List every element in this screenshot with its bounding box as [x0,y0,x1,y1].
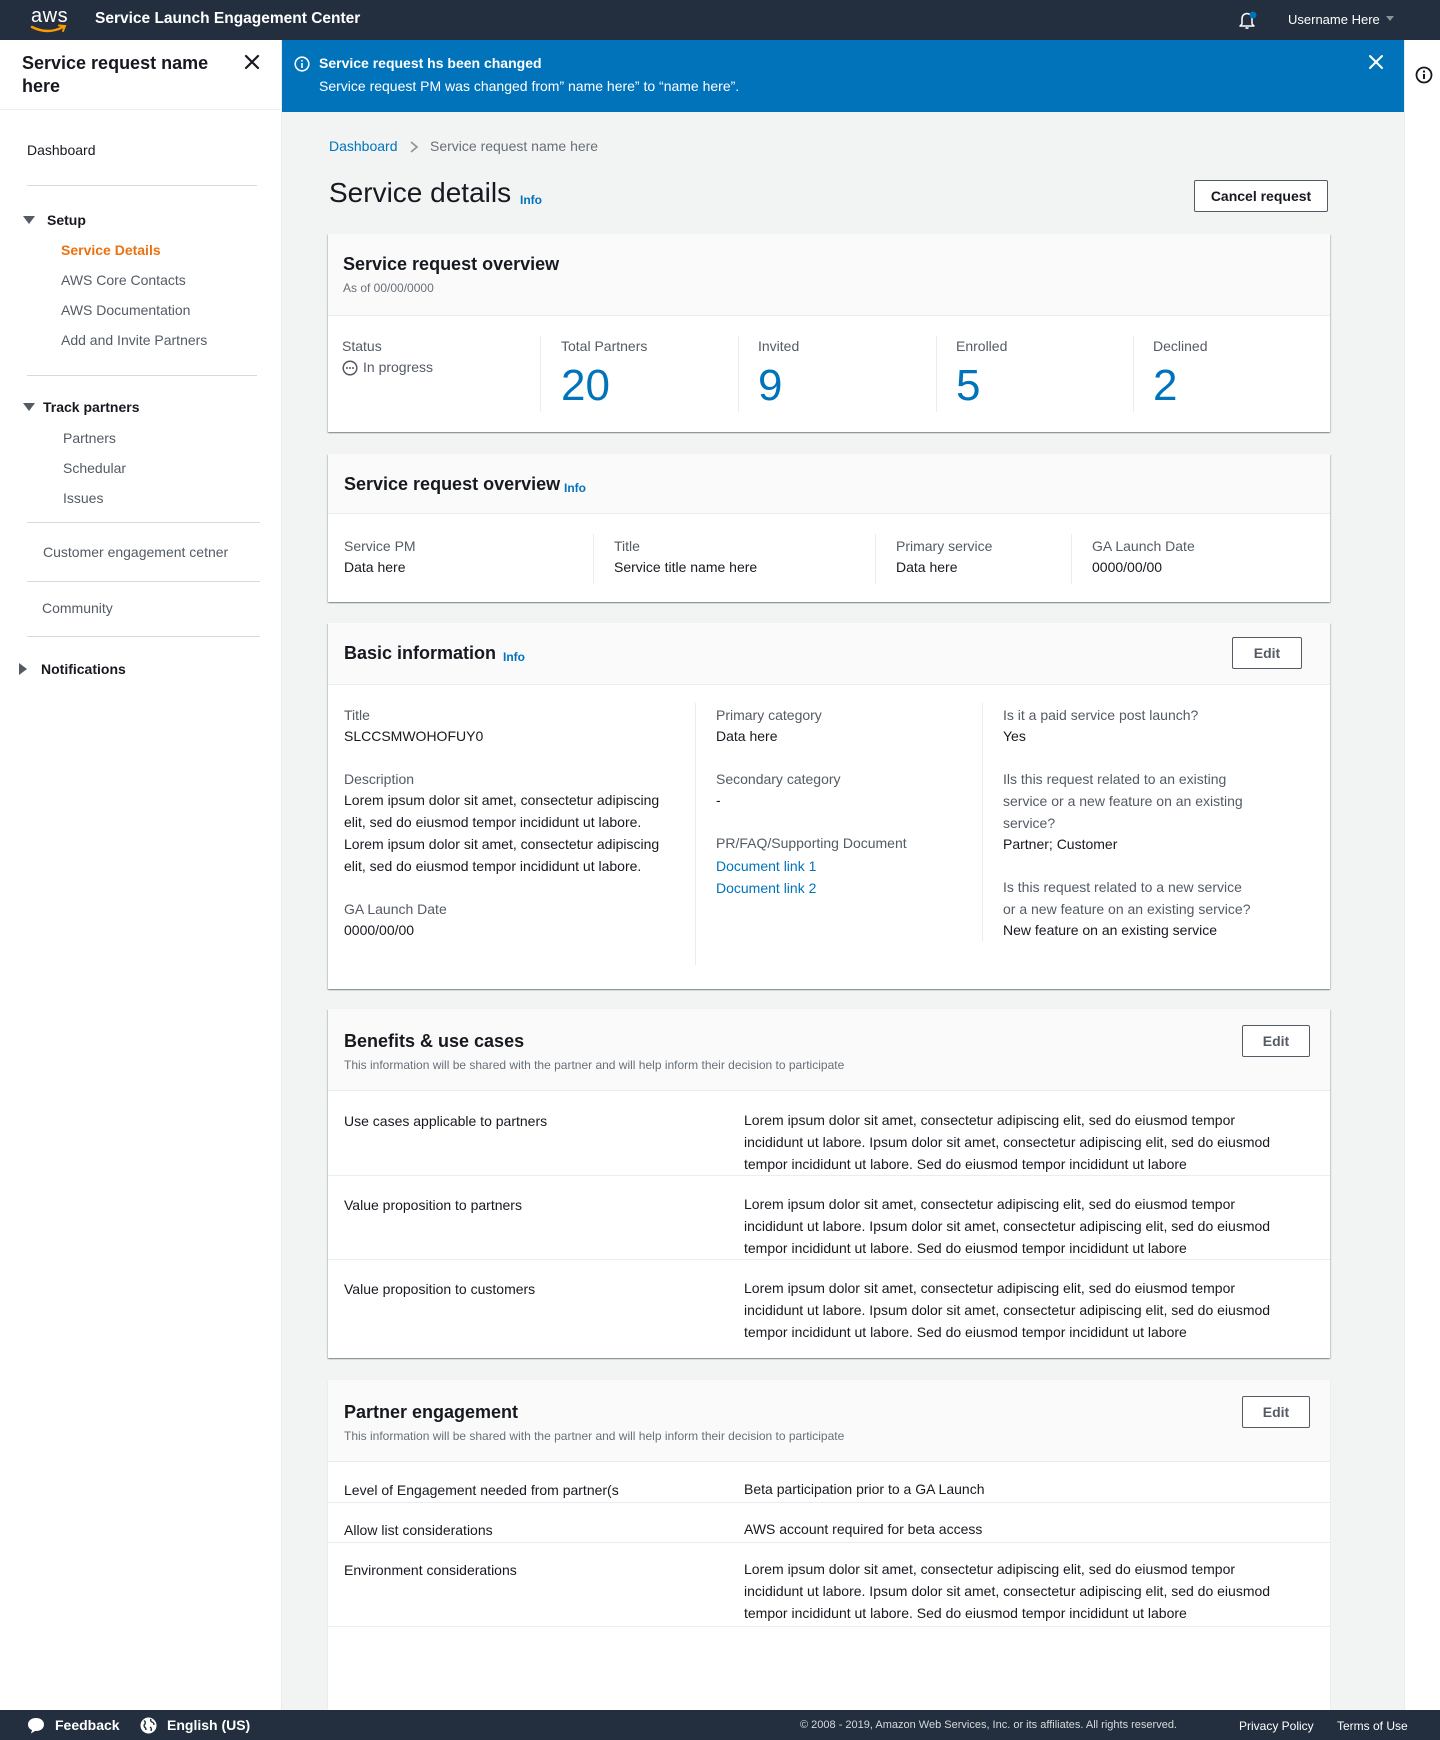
row-label: Use cases applicable to partners [344,1113,548,1129]
field-label: Service PM [344,538,416,554]
sidebar-item-customer-engagement[interactable]: Customer engagement cetner [43,544,229,560]
notification-bell-icon[interactable] [1238,10,1258,30]
stat-value[interactable]: 20 [561,361,610,410]
edit-engagement-button[interactable]: Edit [1242,1396,1310,1428]
language-selector[interactable]: English (US) [167,1717,251,1733]
card-title: Partner engagement [344,1402,519,1422]
existing-service-label: service or a new feature on an existing [1003,793,1243,809]
divider [328,1502,1330,1503]
divider [540,336,541,412]
primary-category-label: Primary category [716,707,822,723]
new-service-label: or a new feature on an existing service? [1003,901,1251,917]
close-icon[interactable] [242,52,262,72]
feedback-link[interactable]: Feedback [55,1717,120,1733]
sidebar-item-service-details[interactable]: Service Details [61,242,161,258]
caret-right-icon[interactable] [19,663,27,675]
ga-launch-label: GA Launch Date [344,901,447,917]
flash-message: Service request PM was changed from” name here” to “name here”. [319,78,740,94]
field-value: Data here [344,559,406,575]
description-label: Description [344,771,415,787]
breadcrumb-current: Service request name here [430,138,599,154]
divider [27,185,257,186]
existing-service-label: Ils this request related to an existing [1003,771,1227,787]
aws-logo-text: aws [31,5,69,27]
divider [27,581,260,582]
card-subtitle: As of 00/00/0000 [343,281,434,295]
card-header [328,1009,1330,1091]
sidebar-item-dashboard[interactable]: Dashboard [27,142,96,158]
row-value: Beta participation prior to a GA Launch [744,1481,985,1497]
document-link[interactable]: Document link 2 [716,880,817,896]
row-value: AWS account required for beta access [744,1521,983,1537]
primary-category-value: Data here [716,728,778,744]
username-menu[interactable]: Username Here [1288,12,1380,27]
breadcrumb-dashboard[interactable]: Dashboard [329,138,398,154]
overview-card [328,234,1330,432]
divider [1133,336,1134,412]
title-value: SLCCSMWOHOFUY0 [344,728,484,744]
globe-icon[interactable] [140,1717,157,1734]
aws-logo[interactable] [28,4,72,34]
row-label: Level of Engagement needed from partner(s [344,1482,619,1498]
divider [593,534,594,584]
row-value: Lorem ipsum dolor sit amet, consectetur adipiscing elit, sed do eiusmod tempor [744,1280,1236,1296]
stat-label: Declined [1153,338,1208,354]
caret-down-icon[interactable] [23,216,35,224]
secondary-category-value: - [716,792,721,808]
title-label: Title [344,707,370,723]
aws-smile-icon [30,24,68,34]
info-link[interactable]: Info [503,650,525,664]
row-value: incididunt ut labore. Ipsum dolor sit amet, consectetur adipiscing elit, sed do eiusmod [744,1302,1271,1318]
divider [328,1259,1330,1260]
card-header [328,234,1330,316]
row-value: incididunt ut labore. Ipsum dolor sit amet, consectetur adipiscing elit, sed do eiusmod [744,1218,1271,1234]
card-title: Basic information [344,643,497,663]
divider [695,703,696,965]
description-line: elit, sed do eiusmod tempor incididunt ut labore. [344,858,642,874]
description-line: elit, sed do eiusmod tempor incididunt ut labore. [344,814,642,830]
sidebar-item-aws-core-contacts[interactable]: AWS Core Contacts [61,272,186,288]
side-navigation [0,40,282,1710]
page-title: Service details [329,177,512,208]
basic-information-card [328,623,1330,989]
row-label: Allow list considerations [344,1522,493,1538]
stat-label: Total Partners [561,338,648,354]
divider [936,336,937,412]
feedback-icon[interactable] [27,1717,45,1734]
divider [328,1542,1330,1543]
row-value: incididunt ut labore. Ipsum dolor sit amet, consectetur adipiscing elit, sed do eiusmod [744,1583,1271,1599]
documents-label: PR/FAQ/Supporting Document [716,835,907,851]
sidebar-item-community[interactable]: Community [42,600,113,616]
card-title: Service request overview [344,474,561,494]
top-navigation [0,0,1440,40]
row-value: tempor incididunt ut labore. Sed do eiusmod tempor incididunt ut labore [744,1240,1187,1256]
secondary-category-label: Secondary category [716,771,841,787]
app-title: Service Launch Engagement Center [95,10,361,27]
card-header [328,623,1330,685]
stat-label: Enrolled [956,338,1008,354]
row-label: Value proposition to customers [344,1281,536,1297]
divider [328,1175,1330,1176]
row-value: tempor incididunt ut labore. Sed do eiusmod tempor incididunt ut labore [744,1605,1187,1621]
row-value: tempor incididunt ut labore. Sed do eiusmod tempor incididunt ut labore [744,1324,1187,1340]
info-link[interactable]: Info [520,193,542,207]
cancel-request-button[interactable]: Cancel request [1194,180,1328,212]
ga-launch-value: 0000/00/00 [344,922,415,938]
side-nav-header [0,40,281,110]
sidebar-group-track-partners[interactable]: Track partners [43,399,140,415]
flash-title: Service request hs been changed [319,55,542,71]
edit-benefits-button[interactable]: Edit [1242,1025,1310,1057]
field-label: GA Launch Date [1092,538,1195,554]
sidebar-group-notifications[interactable]: Notifications [41,661,126,677]
stat-label: Invited [758,338,800,354]
info-icon [294,56,310,72]
chevron-right-icon [408,140,420,154]
sidebar-item-add-invite-partners[interactable]: Add and Invite Partners [61,332,208,348]
divider [1071,534,1072,584]
stat-value[interactable]: 9 [758,361,783,410]
sidebar-item-issues[interactable]: Issues [63,490,104,506]
copyright-text: © 2008 - 2019, Amazon Web Services, Inc. or its affiliates. All rights reserved. [800,1719,1177,1731]
row-label: Value proposition to partners [344,1197,522,1213]
divider [982,703,983,941]
row-value: tempor incididunt ut labore. Sed do eiusmod tempor incididunt ut labore [744,1156,1187,1172]
card-title: Service request overview [343,254,560,274]
description-line: Lorem ipsum dolor sit amet, consectetur adipiscing [344,836,660,852]
new-service-label: Is this request related to a new service [1003,879,1242,895]
tools-panel-rail [1404,40,1440,1710]
info-icon[interactable] [1415,66,1433,84]
description-line: Lorem ipsum dolor sit amet, consectetur adipiscing [344,792,660,808]
new-service-value: New feature on an existing service [1003,922,1217,938]
stat-value[interactable]: 2 [1153,361,1178,410]
caret-down-icon[interactable] [1386,16,1394,21]
existing-service-label: service? [1003,815,1056,831]
paid-service-label: Is it a paid service post launch? [1003,707,1199,723]
row-value: Lorem ipsum dolor sit amet, consectetur adipiscing elit, sed do eiusmod tempor [744,1196,1236,1212]
divider [875,534,876,584]
status-value: In progress [363,359,434,375]
field-value: 0000/00/00 [1092,559,1163,575]
flash-notification [282,40,1404,112]
close-icon[interactable] [1368,54,1384,70]
divider [738,336,739,412]
existing-service-value: Partner; Customer [1003,836,1118,852]
card-title: Benefits & use cases [344,1031,525,1051]
card-header [328,454,1330,514]
edit-basic-info-button[interactable]: Edit [1232,637,1302,669]
sidebar-item-partners[interactable]: Partners [63,430,116,446]
benefits-card [328,1009,1330,1358]
row-value: incididunt ut labore. Ipsum dolor sit amet, consectetur adipiscing elit, sed do eiusmod [744,1134,1271,1150]
divider [27,636,260,637]
side-nav-title: Service request name here [22,53,209,96]
partner-engagement-card [328,1380,1330,1710]
sidebar-item-schedular[interactable]: Schedular [63,460,127,476]
row-label: Environment considerations [344,1562,517,1578]
footer [0,1710,1440,1740]
row-value: Lorem ipsum dolor sit amet, consectetur adipiscing elit, sed do eiusmod tempor [744,1561,1236,1577]
stat-value[interactable]: 5 [956,361,981,410]
sidebar-group-setup[interactable]: Setup [47,212,86,228]
document-link[interactable]: Document link 1 [716,858,817,874]
divider [27,375,257,376]
privacy-policy-link[interactable]: Privacy Policy [1239,1719,1314,1733]
card-subtitle: This information will be shared with the partner and will help inform their decision to participate [344,1429,845,1443]
caret-down-icon[interactable] [23,403,35,411]
field-value: Data here [896,559,958,575]
field-value: Service title name here [614,559,758,575]
field-label: Primary service [896,538,993,554]
row-value: Lorem ipsum dolor sit amet, consectetur adipiscing elit, sed do eiusmod tempor [744,1112,1236,1128]
sidebar-item-aws-documentation[interactable]: AWS Documentation [61,302,191,318]
paid-service-value: Yes [1003,728,1026,744]
field-label: Title [614,538,640,554]
terms-of-use-link[interactable]: Terms of Use [1337,1719,1408,1733]
in-progress-icon [342,360,358,376]
status-label: Status [342,338,382,354]
service-overview-card [328,454,1330,602]
card-header [328,1380,1330,1462]
divider [328,1626,1330,1627]
info-link[interactable]: Info [564,481,586,495]
divider [27,522,260,523]
card-subtitle: This information will be shared with the partner and will help inform their decision to participate [344,1058,845,1072]
